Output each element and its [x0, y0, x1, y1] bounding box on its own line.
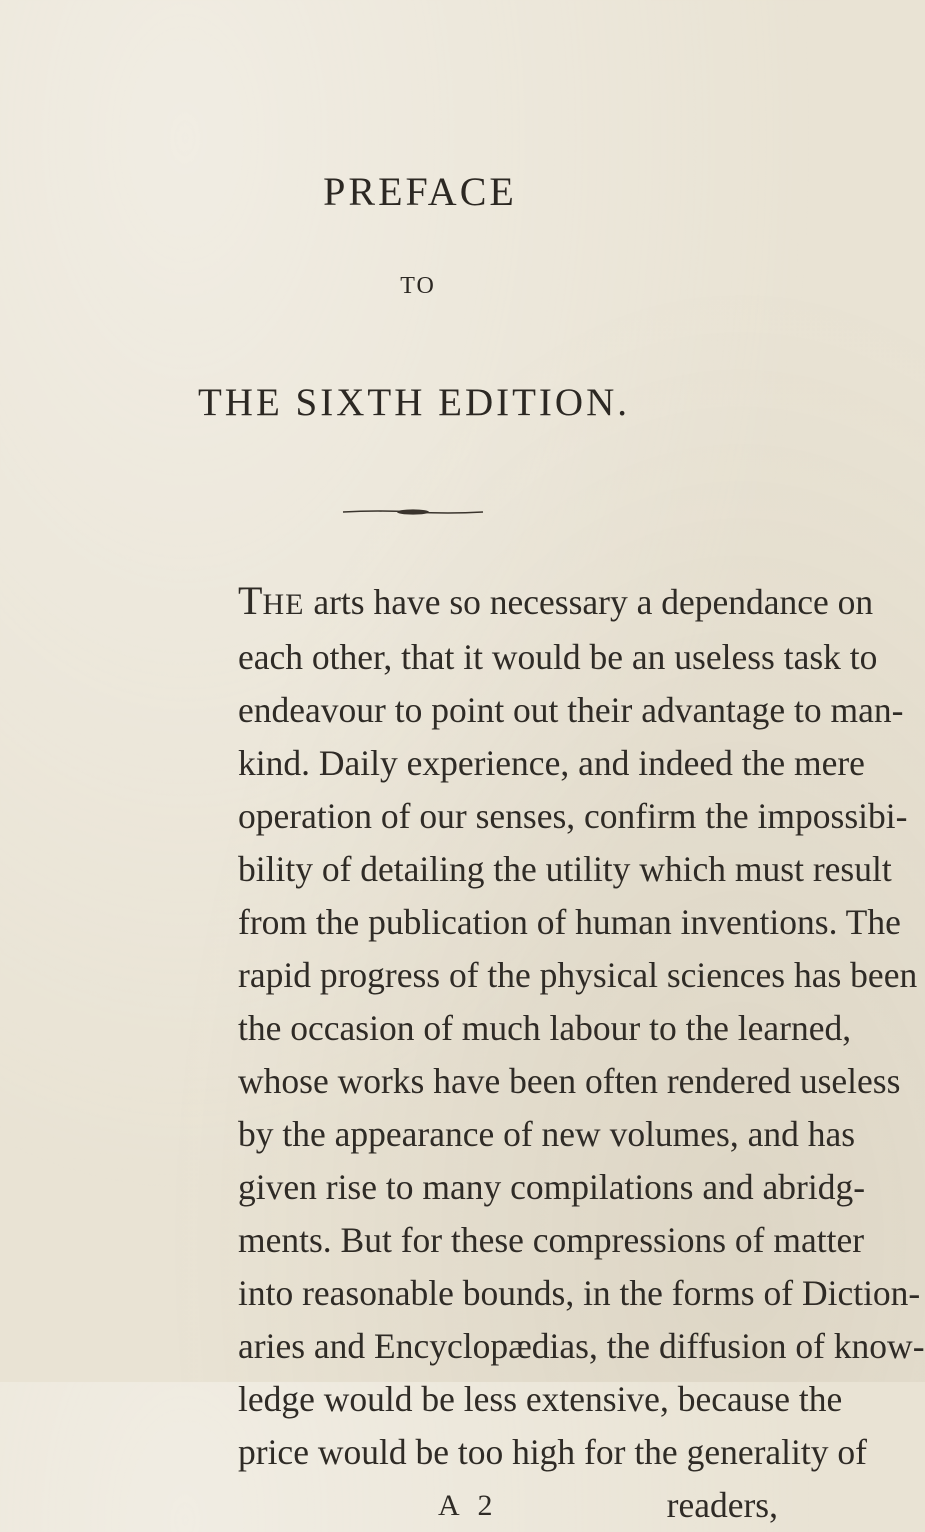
text-line: the occasion of much labour to the learned,	[238, 1008, 852, 1048]
initial-letter: T	[238, 578, 263, 623]
page-footer	[238, 1479, 778, 1532]
page-title: PREFACE	[323, 169, 517, 214]
text-line: from the publication of human inventions. The	[238, 902, 901, 942]
text-line: given rise to many compilations and abridg-	[238, 1167, 866, 1207]
text-line: bility of detailing the utility which must result	[238, 849, 892, 889]
first-word-smallcaps: HE	[262, 588, 305, 621]
text-line: into reasonable bounds, in the forms of Diction-	[238, 1273, 921, 1313]
text-line: by the appearance of new volumes, and has	[238, 1114, 856, 1154]
text-line: aries and Encyclopædias, the diffusion of know-	[238, 1326, 925, 1366]
ornamental-rule	[343, 508, 483, 516]
text-line: whose works have been often rendered useless	[238, 1061, 901, 1101]
text-line: rapid progress of the physical sciences has been	[238, 955, 918, 995]
text-line: kind. Daily experience, and indeed the mere	[238, 743, 865, 783]
text-line: operation of our senses, confirm the impossibi-	[238, 796, 908, 836]
text-line: ments. But for these compressions of matter	[238, 1220, 865, 1260]
catchword: readers,	[666, 1485, 778, 1525]
edition-title: THE SIXTH EDITION.	[197, 381, 630, 424]
title-connector: TO	[400, 273, 436, 299]
text-line: price would be too high for the generality of	[238, 1432, 867, 1472]
text-line: THE arts have so necessary a dependance on	[238, 578, 874, 623]
signature-mark: A 2	[438, 1489, 499, 1522]
text-line: each other, that it would be an useless task to	[238, 637, 878, 677]
text-line: endeavour to point out their advantage to man-	[238, 690, 904, 730]
preface-body	[238, 574, 925, 1532]
text-line: ledge would be less extensive, because the	[238, 1379, 843, 1419]
